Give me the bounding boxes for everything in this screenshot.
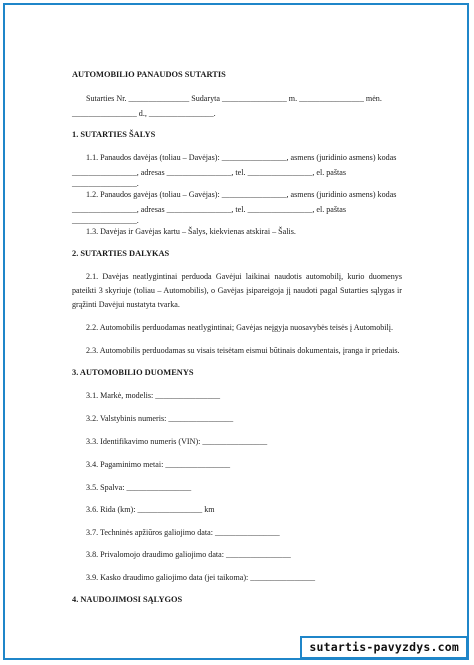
clause-2-1: 2.1. Davėjas neatlygintinai perduoda Gavėjui laikinai naudotis automobilį, kurio duomenys pateikti 3 skyriuje (toliau – Automobilis), o Gavėjas įsipareigoja jį naudoti pagal Sutarties sąlygas ir grąžinti Davėjui nustatyta tvarka. (72, 272, 402, 309)
field-3-3: 3.3. Identifikavimo numeris (VIN): ________________ (86, 437, 268, 446)
site-watermark: sutartis-pavyzdys.com (300, 636, 468, 659)
field-3-2: 3.2. Valstybinis numeris: ________________ (86, 414, 234, 423)
field-3-7: 3.7. Techninės apžiūros galiojimo data: ________________ (86, 528, 280, 537)
field-3-9: 3.9. Kasko draudimo galiojimo data (jei taikoma): ________________ (86, 573, 316, 582)
clause-1-2-line-1: 1.2. Panaudos gavėjas (toliau – Gavėjas): ________________, asmens (juridinio asmens) kodas (86, 190, 397, 199)
clause-1-1-line-2: ________________, adresas ________________, tel. ________________, el. paštas ________________. (72, 168, 347, 188)
clause-2-2: 2.2. Automobilis perduodamas neatlygintinai; Gavėjas neįgyja nuosavybės teisės į Automobilį. (86, 323, 394, 332)
section-2-heading: 2. SUTARTIES DALYKAS (72, 249, 170, 258)
intro-line-1: Sutarties Nr. _______________ Sudaryta ________________ m. ________________ mėn. (86, 94, 382, 103)
section-4-heading: 4. NAUDOJIMOSI SĄLYGOS (72, 595, 183, 604)
document-title: AUTOMOBILIO PANAUDOS SUTARTIS (72, 70, 226, 79)
clause-1-2-line-2: ________________, adresas ________________, tel. ________________, el. paštas ________________. (72, 205, 347, 225)
section-1-heading: 1. SUTARTIES ŠALYS (72, 130, 156, 139)
clause-1-1-line-1: 1.1. Panaudos davėjas (toliau – Davėjas): ________________, asmens (juridinio asmens) kodas (86, 153, 397, 162)
section-3-heading: 3. AUTOMOBILIO DUOMENYS (72, 368, 194, 377)
field-3-4: 3.4. Pagaminimo metai: ________________ (86, 460, 231, 469)
clause-1-3: 1.3. Davėjas ir Gavėjas kartu – Šalys, kiekvienas atskirai – Šalis. (86, 227, 296, 236)
field-3-8: 3.8. Privalomojo draudimo galiojimo data: ________________ (86, 550, 291, 559)
field-3-6: 3.6. Rida (km): ________________ km (86, 505, 215, 514)
field-3-5: 3.5. Spalva: ________________ (86, 483, 192, 492)
clause-2-3: 2.3. Automobilis perduodamas su visais teisėtam eismui būtinais dokumentais, įranga ir priedais. (86, 346, 400, 355)
intro-line-2: ________________ d., ________________. (72, 109, 216, 118)
field-3-1: 3.1. Markė, modelis: ________________ (86, 391, 220, 400)
